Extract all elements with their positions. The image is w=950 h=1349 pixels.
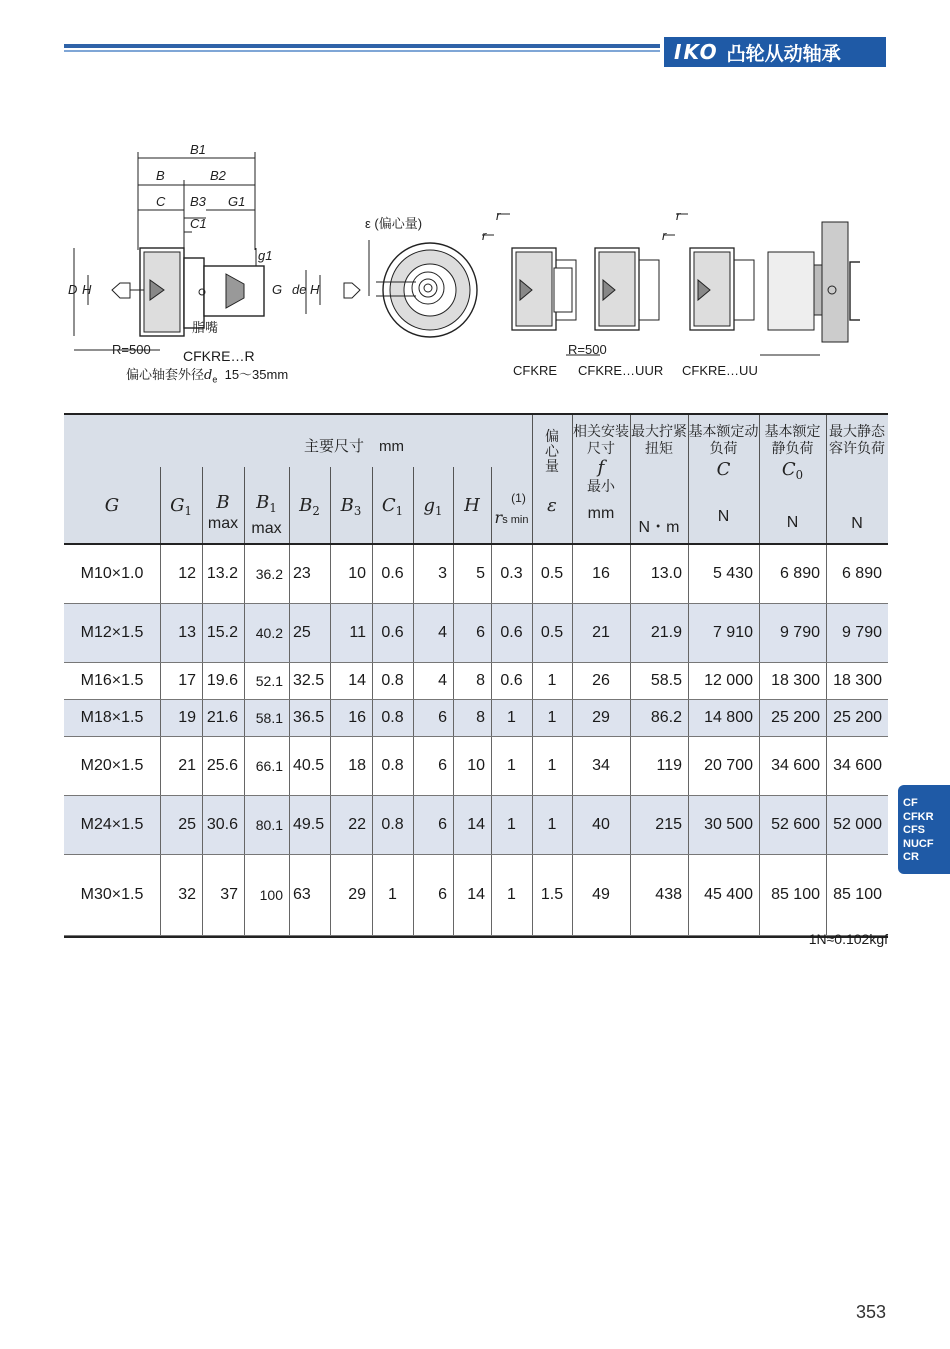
unit-note: 1N≈0.102kgf [808, 931, 888, 947]
cell-b2: 63 [293, 886, 311, 903]
cell-c1: 0.8 [381, 816, 404, 833]
side-tab-item[interactable]: CF [903, 797, 918, 809]
group-header: 主要尺寸 mm [304, 438, 404, 455]
cell-max: 85 100 [833, 886, 882, 903]
cell-g1: 4 [438, 624, 447, 641]
cell-c1: 1 [388, 886, 397, 903]
cell-b3: 22 [348, 816, 366, 833]
cell-c: 45 400 [704, 886, 753, 903]
cell-g: M12×1.5 [80, 624, 144, 641]
variant-cfkre [482, 214, 600, 355]
table-row [64, 545, 888, 604]
table-row [64, 663, 888, 700]
cell-torque: 438 [655, 886, 682, 903]
cell-rs: 1 [507, 816, 516, 833]
r-label: r [662, 228, 667, 243]
cell-max: 9 790 [841, 624, 882, 641]
cell-b1: 36.2 [255, 566, 283, 582]
dim-label: G1 [228, 194, 246, 209]
section-title: 凸轮从动轴承 [726, 42, 841, 65]
cell-torque: 86.2 [650, 709, 682, 726]
side-tab-item[interactable]: CFS [903, 824, 925, 836]
cell-g1: 25 [178, 816, 196, 833]
hdr-B3: $B_3$ [340, 495, 362, 518]
cell-b1: 58.1 [255, 710, 283, 726]
cell-g1: 3 [438, 565, 447, 582]
hdr-torque: 最大拧紧扭矩 N・m [631, 423, 687, 536]
cell-g1: 6 [438, 757, 447, 774]
cell-torque: 215 [655, 816, 682, 833]
cell-g: M10×1.0 [80, 565, 144, 582]
cell-b: 25.6 [206, 757, 238, 774]
front-view [369, 240, 477, 337]
hdr-max-load: 最大静态容许负荷 N [829, 423, 885, 532]
cell-c1: 0.8 [381, 672, 404, 689]
cell-rs: 0.3 [500, 565, 523, 582]
cell-torque: 21.9 [650, 624, 682, 641]
page-number: 353 [855, 1302, 886, 1322]
table-row [64, 604, 888, 663]
dim-label: de [292, 282, 307, 297]
side-index-tab[interactable] [898, 785, 950, 874]
cell-eps: 1.5 [540, 886, 564, 903]
radius-label: R=500 [112, 342, 151, 357]
cell-b2: 40.5 [293, 757, 325, 774]
cell-g: M30×1.5 [80, 886, 144, 903]
cell-f: 34 [592, 757, 610, 774]
side-tab-item[interactable]: CFKR [903, 810, 934, 823]
technical-drawings [60, 140, 860, 390]
eccentric-label: ε (偏心量) [365, 216, 423, 231]
cell-g1: 32 [178, 886, 196, 903]
brand-banner [664, 37, 886, 67]
model-label-cfkre-uur: CFKRE…UUR [578, 363, 664, 378]
dim-label: B [156, 168, 165, 183]
cell-b: 37 [220, 886, 238, 903]
cell-rs: 0.6 [500, 624, 523, 641]
cell-torque: 13.0 [650, 565, 682, 582]
hdr-dynamic-load: 基本额定动负荷 C N [688, 423, 759, 525]
variant-cfkre-uur [595, 248, 659, 330]
cell-b1: 40.2 [255, 625, 283, 641]
cell-b: 19.6 [206, 672, 238, 689]
cell-c0: 52 600 [771, 816, 820, 833]
cell-b1: 100 [259, 887, 283, 903]
r-label: r [676, 208, 681, 223]
caption-desc-text: 偏心轴套外径 [126, 367, 205, 382]
cell-g1: 6 [438, 886, 447, 903]
cell-max: 6 890 [841, 565, 882, 582]
variant-cfkre-uu [664, 214, 754, 330]
cell-rs: 1 [507, 757, 516, 774]
hdr-eps: ε [547, 495, 557, 516]
cell-rs: 0.6 [500, 672, 523, 689]
cell-b3: 10 [348, 565, 366, 582]
cell-b3: 29 [348, 886, 366, 903]
hdr-B2: $B_2$ [299, 495, 320, 518]
cell-h: 8 [476, 672, 485, 689]
hdr-rs: (1) rs min [494, 491, 529, 527]
hdr-H: H [464, 495, 480, 516]
cell-c0: 34 600 [771, 757, 820, 774]
cell-f: 40 [592, 816, 610, 833]
cell-b: 15.2 [206, 624, 238, 641]
cell-b1: 52.1 [255, 673, 283, 689]
cell-b2: 36.5 [293, 709, 325, 726]
cell-g1: 6 [438, 709, 447, 726]
hdr-G: G [104, 495, 120, 516]
dim-label: G [272, 282, 283, 297]
cell-max: 25 200 [833, 709, 882, 726]
iko-logo: IKO [674, 40, 719, 64]
cell-c: 30 500 [704, 816, 753, 833]
side-tab-item[interactable]: CR [903, 851, 919, 863]
cell-b2: 25 [293, 624, 311, 641]
dimensions-table [64, 413, 888, 938]
cell-f: 16 [592, 565, 610, 582]
cell-h: 5 [476, 565, 485, 582]
dim-label: H [82, 282, 92, 297]
cell-g1: 12 [178, 565, 196, 582]
mounting-view [760, 222, 860, 355]
dim-label: D [68, 282, 78, 297]
cell-c1: 0.6 [381, 565, 404, 582]
cell-c: 5 430 [712, 565, 753, 582]
cell-c0: 6 890 [779, 565, 820, 582]
radius-label: R=500 [568, 342, 607, 357]
ecc-header: 偏心量 [545, 428, 559, 474]
hdr-B1: $B_1$ max [251, 492, 282, 537]
dim-label: g1 [258, 248, 273, 263]
cell-g: M20×1.5 [80, 757, 144, 774]
cell-h: 14 [467, 886, 485, 903]
cell-c0: 85 100 [771, 886, 820, 903]
cell-g1: 6 [438, 816, 447, 833]
dim-label: C [156, 194, 166, 209]
dim-label: C1 [190, 216, 207, 231]
cell-b3: 14 [348, 672, 366, 689]
cell-max: 18 300 [833, 672, 882, 689]
cell-b2: 49.5 [293, 816, 325, 833]
cell-eps: 0.5 [540, 624, 564, 641]
cell-g1: 19 [178, 709, 196, 726]
cell-b1: 80.1 [255, 817, 283, 833]
dim-label: H [310, 282, 320, 297]
cell-h: 10 [467, 757, 485, 774]
cell-c: 20 700 [704, 757, 753, 774]
cell-h: 6 [476, 624, 485, 641]
table-row [64, 737, 888, 796]
cell-c0: 9 790 [779, 624, 820, 641]
table-body [64, 545, 888, 936]
cell-b3: 16 [348, 709, 366, 726]
model-label-cfkre-uu: CFKRE…UU [682, 363, 758, 378]
hdr-static-load: 基本额定静负荷 $C_0$ N [764, 423, 821, 531]
cell-g1: 21 [178, 757, 196, 774]
cell-c: 12 000 [704, 672, 753, 689]
table-bottom-rule [64, 936, 888, 938]
cell-c1: 0.8 [381, 757, 404, 774]
hdr-g1: $g_1$ [423, 495, 443, 518]
cell-c0: 18 300 [771, 672, 820, 689]
cell-g: M24×1.5 [80, 816, 144, 833]
grease-nipple-label: 脂嘴 [192, 320, 219, 335]
side-tab-item[interactable]: NUCF [903, 837, 934, 850]
cell-f: 49 [592, 886, 610, 903]
cell-rs: 1 [507, 709, 516, 726]
cell-max: 52 000 [833, 816, 882, 833]
cell-b: 30.6 [206, 816, 238, 833]
cell-c: 7 910 [712, 624, 753, 641]
cell-c1: 0.8 [381, 709, 404, 726]
cell-c1: 0.6 [381, 624, 404, 641]
r-label: r [496, 208, 501, 223]
cell-c0: 25 200 [771, 709, 820, 726]
model-label-cfkre: CFKRE [513, 363, 558, 378]
cell-eps: 1 [547, 816, 557, 833]
cell-g: M18×1.5 [80, 709, 144, 726]
dim-label: B3 [190, 194, 206, 209]
cell-eps: 1 [547, 709, 557, 726]
cell-b: 13.2 [206, 565, 238, 582]
cell-f: 21 [592, 624, 610, 641]
hdr-mount: 相关安装尺寸 f 最小 mm [573, 423, 629, 522]
cell-b1: 66.1 [255, 758, 283, 774]
cell-b2: 23 [293, 565, 311, 582]
table-row [64, 796, 888, 855]
cell-g1: 13 [178, 624, 196, 641]
cell-f: 26 [592, 672, 610, 689]
cell-b2: 32.5 [293, 672, 325, 689]
cell-f: 29 [592, 709, 610, 726]
cell-eps: 1 [547, 672, 557, 689]
cell-b3: 11 [349, 624, 366, 641]
cell-g1: 17 [178, 672, 196, 689]
cell-torque: 58.5 [650, 672, 682, 689]
cell-g1: 4 [438, 672, 447, 689]
hdr-C1: $C_1$ [381, 495, 404, 518]
cell-rs: 1 [507, 886, 516, 903]
caption-desc: 偏心轴套外径$d_e$ 15～35mm [126, 367, 289, 385]
caption-model-left: CFKRE…R [183, 348, 255, 364]
cell-b: 21.6 [206, 709, 238, 726]
table-header [64, 413, 888, 545]
cell-max: 34 600 [833, 757, 882, 774]
dim-label: B1 [190, 142, 206, 157]
table-row [64, 855, 888, 936]
cell-eps: 1 [547, 757, 557, 774]
cell-h: 8 [476, 709, 485, 726]
hdr-B: B max [207, 492, 239, 532]
r-label: r [482, 228, 487, 243]
cell-b3: 18 [348, 757, 366, 774]
header-rule [64, 44, 660, 54]
cell-h: 14 [467, 816, 485, 833]
table-row [64, 700, 888, 737]
caption-range: 15～35mm [224, 367, 289, 382]
hdr-G1: $G_1$ [170, 495, 192, 518]
cell-g: M16×1.5 [80, 672, 144, 689]
cell-torque: 119 [656, 757, 682, 774]
dim-label: B2 [210, 168, 226, 183]
cell-eps: 0.5 [540, 565, 564, 582]
cell-c: 14 800 [704, 709, 753, 726]
